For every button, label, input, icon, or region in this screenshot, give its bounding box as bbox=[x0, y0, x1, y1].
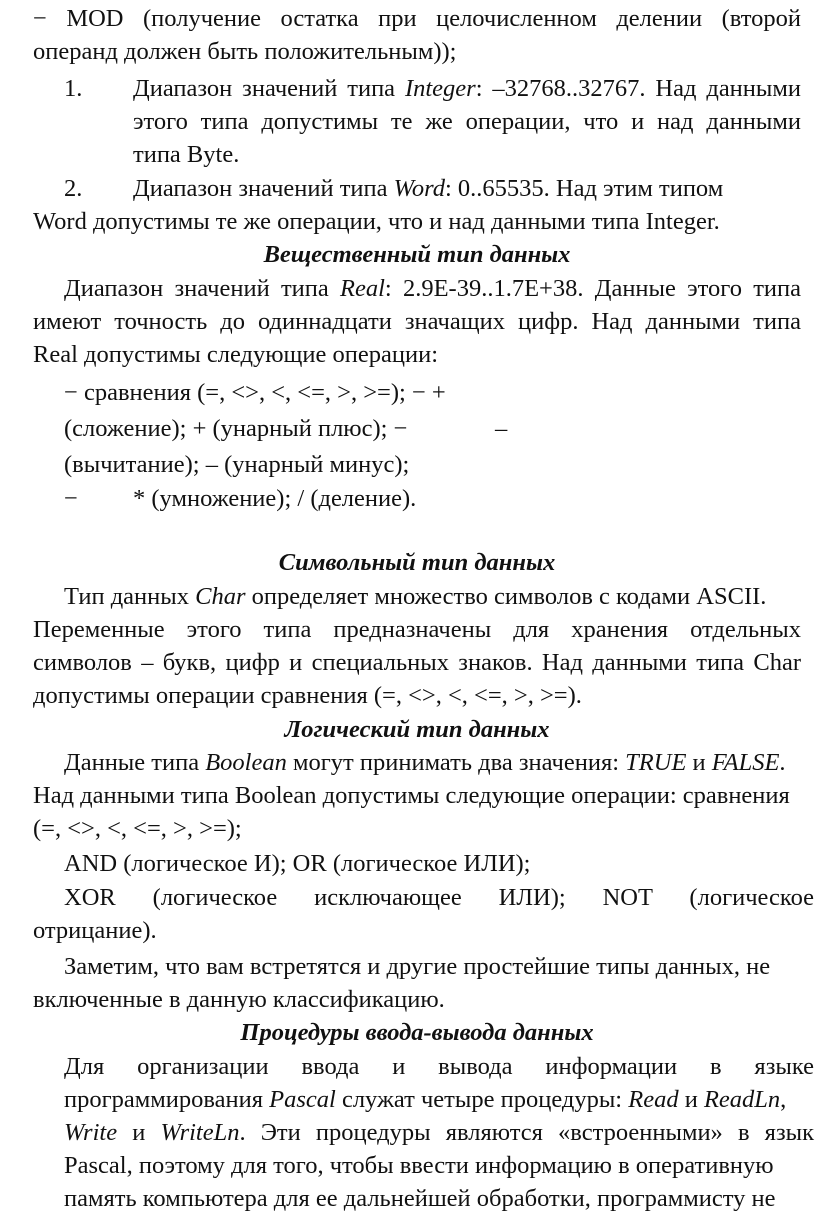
text-line: Word допустимы те же операции, что и над данными типа Integer. bbox=[33, 208, 720, 235]
procedure-name: WriteLn bbox=[160, 1119, 240, 1146]
text-line: Переменные этого типа предназначены для хранения отдельных bbox=[33, 616, 801, 643]
operations-line: − сравнения (=, <>, <, <=, >, >=); − + bbox=[64, 379, 446, 406]
operations-dash: – bbox=[495, 415, 508, 442]
text-line: Тип данных Char определяет множество символов с кодами ASCII. bbox=[64, 583, 767, 610]
type-name: Real bbox=[340, 275, 385, 302]
text-line: операнд должен быть положительным)); bbox=[33, 38, 457, 65]
list-item: Диапазон значений типа Word: 0..65535. Над этим типом bbox=[133, 175, 724, 202]
text-line: Real допустимы следующие операции: bbox=[33, 341, 439, 368]
text-line: Диапазон значений типа Real: 2.9E-39..1.7E+38. Данные этого типа bbox=[64, 275, 801, 302]
list-item: Диапазон значений типа Integer: –32768..32767. Над данными bbox=[133, 75, 801, 102]
type-name: Char bbox=[195, 583, 246, 610]
text-line: AND (логическое И); OR (логическое ИЛИ); bbox=[64, 850, 531, 877]
text-line: − MOD (получение остатка при целочисленном делении (второй bbox=[33, 5, 801, 32]
type-name: Integer bbox=[404, 75, 476, 102]
operations-dash: − bbox=[64, 485, 78, 512]
text-line: Pascal, поэтому для того, чтобы ввести информацию в оперативную bbox=[64, 1152, 774, 1179]
text-line: символов – букв, цифр и специальных знаков. Над данными типа Char bbox=[33, 649, 801, 676]
list-number: 2. bbox=[64, 175, 83, 202]
operations-line: * (умножение); / (деление). bbox=[133, 485, 417, 512]
section-heading-char: Символьный тип данных bbox=[278, 549, 556, 576]
procedure-name: ReadLn bbox=[703, 1086, 781, 1113]
text-line: Write и WriteLn. Эти процедуры являются «встроенными» в язык bbox=[64, 1119, 814, 1146]
operations-line: (сложение); + (унарный плюс); − bbox=[64, 415, 408, 442]
text-line: память компьютера для ее дальнейшей обработки, программисту не bbox=[64, 1185, 776, 1212]
text-line: XOR (логическое исключающее ИЛИ); NOT (логическое bbox=[64, 884, 814, 911]
type-name: Word bbox=[393, 175, 445, 202]
text-line: Для организации ввода и вывода информации в языке bbox=[64, 1053, 814, 1080]
text-line: допустимы операции сравнения (=, <>, <, <=, >, >=). bbox=[33, 682, 582, 709]
value-true: TRUE bbox=[625, 749, 687, 776]
text-line: этого типа допустимы те же операции, что и над данными bbox=[133, 108, 801, 135]
procedure-name: Read bbox=[628, 1086, 679, 1113]
procedure-name: Write bbox=[64, 1119, 118, 1146]
text-line: Над данными типа Boolean допустимы следующие операции: сравнения bbox=[33, 782, 790, 809]
text-line: отрицание). bbox=[33, 917, 157, 944]
text-line: Данные типа Boolean могут принимать два значения: TRUE и FALSE. bbox=[64, 749, 786, 776]
section-heading-bool: Логический тип данных bbox=[284, 716, 550, 743]
section-heading-real: Вещественный тип данных bbox=[263, 241, 571, 268]
value-false: FALSE bbox=[711, 749, 780, 776]
section-heading-io: Процедуры ввода-вывода данных bbox=[240, 1019, 594, 1046]
type-name: Pascal bbox=[269, 1086, 336, 1113]
text-line: имеют точность до одиннадцати значащих цифр. Над данными типа bbox=[33, 308, 801, 335]
list-number: 1. bbox=[64, 75, 83, 102]
text-line: типа Byte. bbox=[133, 141, 240, 168]
text-line: программирования Pascal служат четыре процедуры: Read и ReadLn, bbox=[64, 1086, 787, 1113]
text-line: Заметим, что вам встретятся и другие простейшие типы данных, не bbox=[64, 953, 771, 980]
type-name: Boolean bbox=[205, 749, 287, 776]
text-line: (=, <>, <, <=, >, >=); bbox=[33, 815, 242, 842]
operations-line: (вычитание); – (унарный минус); bbox=[64, 451, 410, 478]
text-line: включенные в данную классификацию. bbox=[33, 986, 445, 1013]
